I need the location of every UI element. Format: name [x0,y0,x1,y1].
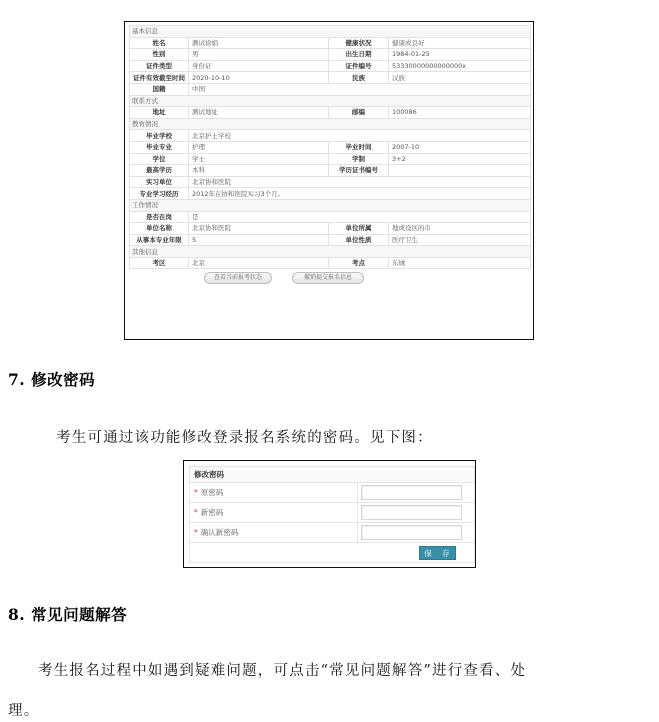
field-value: 2020-10-10 [189,72,329,84]
table-row [130,72,531,84]
section-header-basic: 基本信息 [130,26,531,38]
field-value: 北京 [189,257,329,269]
field-label: 毕业学校 [130,130,189,142]
table-row [130,234,531,246]
field-value: 健康或良好 [389,37,531,49]
field-value: 医疗卫生 [389,234,531,246]
form-row [190,483,475,503]
field-label: 邮编 [329,107,389,119]
field-label-new-password: 新密码 [200,508,224,517]
section-header-contact: 联系方式 [130,95,531,107]
field-label: 最高学历 [130,165,189,177]
field-label: 性别 [130,49,189,61]
field-label: 学制 [329,153,389,165]
table-row [130,141,531,153]
field-label: 从事本专业年限 [130,234,189,246]
field-label-old-password: 原密码 [200,488,224,497]
change-password-screenshot [183,460,476,568]
field-label: 证件类型 [130,60,189,72]
registration-info-screenshot [124,21,534,340]
section-7-paragraph: 考生可通过该功能修改登录报名系统的密码。见下图： [56,430,433,446]
field-value: 护理 [189,141,329,153]
field-value: 1984-01-25 [389,49,531,61]
form-title: 修改密码 [190,467,475,483]
section-7-heading: 7. 修改密码 [8,370,96,389]
section-header-work: 工作情况 [130,199,531,211]
field-value: 测试徐娟 [189,37,329,49]
table-row [130,165,531,177]
field-label: 地址 [130,107,189,119]
form-row [190,523,475,543]
table-row [130,83,531,95]
field-value [389,165,531,177]
field-value: 本科 [189,165,329,177]
field-label: 单位名称 [130,223,189,235]
field-value: 2007-10 [389,141,531,153]
section-8-heading: 8. 常见问题解答 [8,605,128,624]
field-label: 专业学习经历 [130,188,189,200]
table-row [130,37,531,49]
form-action-row [190,543,475,563]
field-label: 学历证书编号 [329,165,389,177]
table-row [130,130,531,142]
field-label: 学位 [130,153,189,165]
field-value: 是 [189,211,531,223]
table-row [130,49,531,61]
field-value: 北京协和医院 [189,223,329,235]
field-value: 测试地址 [189,107,329,119]
field-value: 汉族 [389,72,531,84]
required-mark: * [194,508,198,517]
section-8-paragraph-line1: 考生报名过程中如遇到疑难问题，可点击“常见问题解答”进行查看、处 [38,663,527,679]
change-password-form [189,466,475,563]
required-mark: * [194,528,198,537]
table-row [130,176,531,188]
table-row [130,107,531,119]
field-value: 北京护士学校 [189,130,531,142]
field-label: 实习单位 [130,176,189,188]
field-value: 身份证 [189,60,329,72]
table-row [130,211,531,223]
field-value: 3+2 [389,153,531,165]
field-value: 北京协和医院 [189,176,531,188]
field-label: 姓名 [130,37,189,49]
field-label: 证件编号 [329,60,389,72]
field-value: 100086 [389,107,531,119]
view-status-button[interactable]: 查看当前报考状态 [204,272,272,284]
field-label: 是否在岗 [130,211,189,223]
field-label: 单位性质 [329,234,389,246]
field-label: 毕业专业 [130,141,189,153]
field-label-confirm-password: 确认新密码 [200,528,239,537]
field-label: 毕业时间 [329,141,389,153]
new-password-input[interactable] [361,505,462,520]
action-button-row [129,269,529,287]
save-button[interactable]: 保 存 [419,546,456,560]
required-mark: * [194,488,198,497]
confirm-password-input[interactable] [361,525,462,540]
field-label: 考点 [329,257,389,269]
field-value: 2012年在协和医院实习3个月。 [189,188,531,200]
table-row [130,223,531,235]
table-row [130,153,531,165]
old-password-input[interactable] [361,485,462,500]
section-header-other: 其他信息 [130,246,531,258]
field-value: 东城 [389,257,531,269]
table-row [130,60,531,72]
field-label: 国籍 [130,83,189,95]
revoke-submission-button[interactable]: 撤销提交报名信息 [292,272,364,284]
field-label: 民族 [329,72,389,84]
table-row [130,257,531,269]
form-row [190,503,475,523]
section-8-paragraph-line2: 理。 [8,703,40,719]
field-value: 5 [189,234,329,246]
field-label: 单位所属 [329,223,389,235]
field-label: 证件有效截至时间 [130,72,189,84]
field-value: 男 [189,49,329,61]
field-value: 地或设区的市 [389,223,531,235]
section-header-education: 教育情况 [130,118,531,130]
field-value: 中国 [189,83,531,95]
field-label: 健康状况 [329,37,389,49]
table-row [130,188,531,200]
field-value: 53330000000000000x [389,60,531,72]
field-label: 出生日期 [329,49,389,61]
field-value: 学士 [189,153,329,165]
registration-info-table [129,25,531,269]
field-label: 考区 [130,257,189,269]
